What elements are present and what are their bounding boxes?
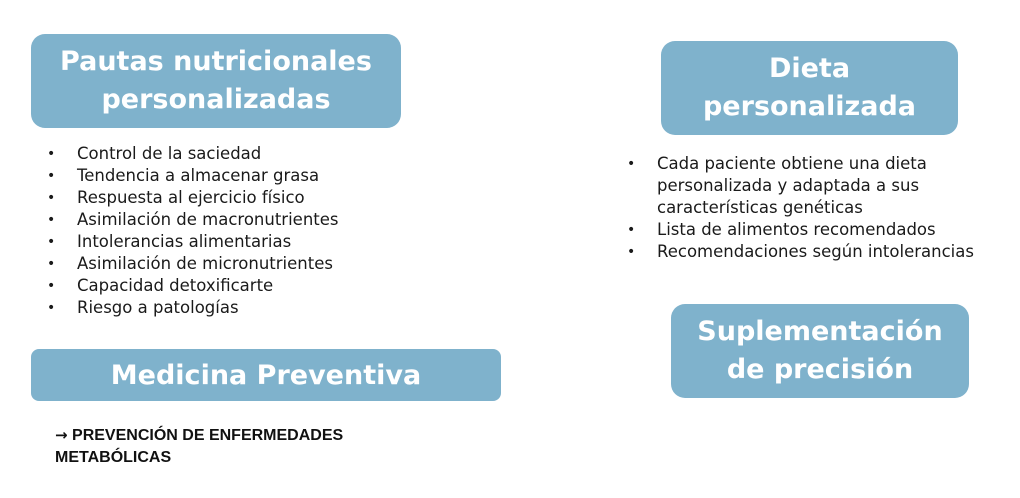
list-item: • Cada paciente obtiene una dieta personalizada y adaptada a sus características genéticas [627, 153, 1007, 219]
pautas-title-line1: Pautas nutricionales [60, 46, 372, 77]
prevencion-line2: METABÓLICAS [55, 449, 172, 466]
dieta-title-line1: Dieta [768, 53, 851, 84]
prevencion-note [55, 424, 343, 469]
pautas-nutricionales-box [31, 34, 401, 128]
list-item: • Asimilación de micronutrientes [47, 253, 339, 275]
right-arrow-icon: → [55, 426, 68, 444]
list-item: • Intolerancias alimentarias [47, 231, 339, 253]
list-item: • Asimilación de macronutrientes [47, 209, 339, 231]
suplementacion-box [671, 304, 969, 398]
dieta-personalizada-box [661, 41, 958, 135]
medicina-title: Medicina Preventiva [110, 359, 422, 391]
prevencion-line1: PREVENCIÓN DE ENFERMEDADES [72, 427, 344, 444]
suplementacion-title-line1: Suplementación [697, 316, 943, 347]
list-item: • Control de la saciedad [47, 143, 339, 165]
dieta-title-line2: personalizada [702, 91, 916, 122]
medicina-preventiva-box [31, 349, 501, 401]
pautas-bullet-list [47, 143, 339, 319]
list-item: • Riesgo a patologías [47, 297, 339, 319]
list-item: • Tendencia a almacenar grasa [47, 165, 339, 187]
dieta-bullet-list [627, 153, 1007, 263]
suplementacion-title-line2: de precisión [726, 354, 914, 385]
list-item: • Capacidad detoxificarte [47, 275, 339, 297]
list-item: • Respuesta al ejercicio físico [47, 187, 339, 209]
list-item: • Recomendaciones según intolerancias [627, 241, 1007, 263]
list-item: • Lista de alimentos recomendados [627, 219, 1007, 241]
pautas-title-line2: personalizadas [101, 84, 331, 115]
